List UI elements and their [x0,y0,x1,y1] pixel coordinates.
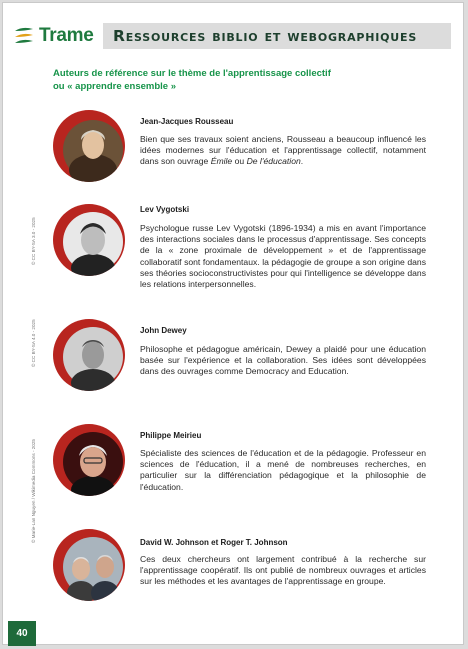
portrait-vygotski [53,204,125,276]
trame-logo [13,23,93,49]
subtitle-line-1: Auteurs de référence sur le thème de l'apprentissage collectif [53,68,331,79]
author-name: David W. Johnson et Roger T. Johnson [140,538,288,547]
subtitle-line-2: ou « apprendre ensemble » [53,81,177,92]
portrait-dewey [53,319,125,391]
author-bio: Psychologue russe Lev Vygotski (1896-1934) a mis en avant l'importance des interactions sociales dans le processus d'apprentissage. Ses concepts de la « zone proximale de développement » et de l'apprentissage collaboratif sont fondamentaux. la pédagogie de groupe a son origine dans ses théories socioconstructivistes pour qui l'intelligence se développe dans les relations interpersonnelles. [140,223,426,290]
section-subtitle [53,67,353,93]
bio-text: . [300,156,304,167]
document-page [2,2,464,645]
page-number: 40 [8,621,36,646]
author-bio: Ces deux chercheurs ont largement contribué à la recherche sur l'apprentissage coopératif. Ils ont publié de nombreux ouvrages et articles sur les méthodes et les avantages de l'apprentissage en groupe. [140,554,426,587]
author-name: John Dewey [140,326,187,335]
book-title: De l'éducation [246,156,301,167]
logo-text: Trame [39,25,94,46]
photo-credit-meirieu: © Marie-Lan Nguyen / Wikimedia Commons - 2025 [31,439,36,543]
author-name: Lev Vygotski [140,205,190,214]
photo-credit-dewey: © CC BY-SA 4.0 - 2025 [31,319,36,367]
trame-leaf-icon [13,25,35,47]
author-name: Jean-Jacques Rousseau [140,117,234,126]
portrait-meirieu [53,424,125,496]
portrait-johnson [53,529,125,601]
author-name: Philippe Meirieu [140,431,202,440]
portrait-rousseau [53,110,125,182]
bio-text: ou [232,156,247,167]
bio-text: Bien que ses travaux soient anciens, Rousseau a beaucoup influencé les idées modernes sur l'éducation et l'apprentissage collectif, notamment dans son ouvrage [140,134,426,167]
book-title: Émile [210,156,233,167]
author-bio: Philosophe et pédagogue américain, Dewey a plaidé pour une éducation basée sur l'expérience et la collaboration. Ses idées sont développées dans des ouvrages comme Democracy and Education. [140,344,426,377]
photo-credit-vygotski: © CC BY-SA 3.0 - 2025 [31,217,36,265]
author-bio [140,134,426,168]
author-bio: Spécialiste des sciences de l'éducation et de la pédagogie. Professeur en sciences de l'éducation, il a mené de nombreuses recherches, en particulier sur la différenciation pédagogique et la philosophie de l'éducation. [140,448,426,492]
page-title-banner: Ressources biblio et webographiques [103,23,451,49]
